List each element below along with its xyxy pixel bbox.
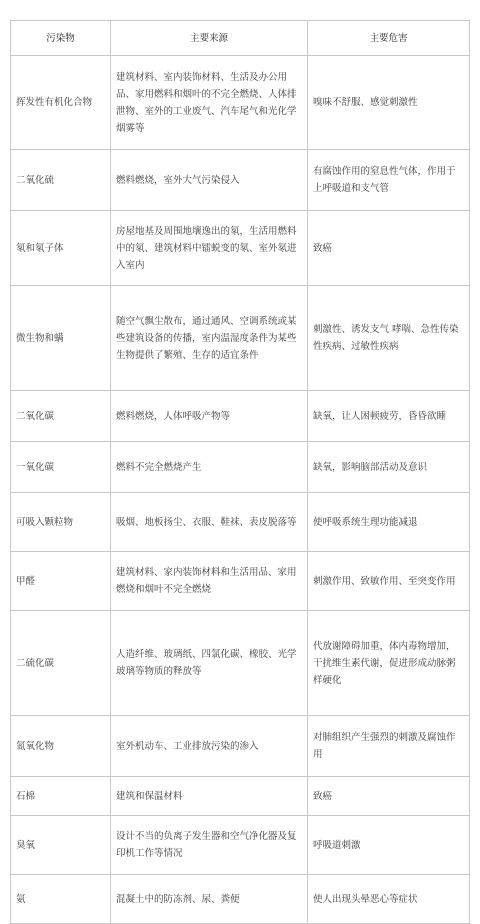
pollutant-cell: 臭氧 [11, 816, 111, 875]
harm-cell: 对肺组织产生强烈的刺激及腐蚀作用 [308, 716, 470, 777]
header-pollutant: 污染物 [11, 21, 111, 56]
table-row [11, 611, 470, 716]
header-harm: 主要危害 [308, 21, 470, 56]
table-row [11, 777, 470, 816]
table-row [11, 875, 470, 924]
source-cell: 燃料不完全燃烧产生 [111, 442, 308, 493]
harm-cell: 刺激性、诱发支气 哮喘、急性传染性疾病、过敏性疾病 [308, 286, 470, 391]
table-row [11, 56, 470, 150]
table-row [11, 816, 470, 875]
pollutant-cell: 氨 [11, 875, 111, 924]
pollutant-table [10, 20, 470, 924]
table-header-row [11, 21, 470, 56]
table-row [11, 552, 470, 611]
table-row [11, 211, 470, 286]
pollutant-cell: 石棉 [11, 777, 111, 816]
pollutant-cell: 二氧化碳 [11, 391, 111, 442]
harm-cell: 使呼吸系统生理功能减退 [308, 493, 470, 552]
harm-cell: 致癌 [308, 211, 470, 286]
source-cell: 人造纤维、玻璃纸、四氯化碳、橡胶、光学玻璃等物质的释放等 [111, 611, 308, 716]
harm-cell: 致癌 [308, 777, 470, 816]
pollutant-cell: 氮氧化物 [11, 716, 111, 777]
source-cell: 房屋地基及周围地壤逸出的氡，生活用燃料中的氡、建筑材料中镭蜕变的氡、室外氡进入室内 [111, 211, 308, 286]
pollutant-cell: 微生物和螨 [11, 286, 111, 391]
harm-cell: 有腐蚀作用的窒息性气体，作用于上呼吸道和支气管 [308, 150, 470, 211]
table-row [11, 286, 470, 391]
harm-cell: 嗅味不舒服、感觉刺激性 [308, 56, 470, 150]
source-cell: 建筑材料、家内装饰材料和生活用品、家用燃烧和烟叶不完全燃烧 [111, 552, 308, 611]
source-cell: 燃料燃烧，室外大气污染侵入 [111, 150, 308, 211]
pollutant-cell: 一氧化碳 [11, 442, 111, 493]
source-cell: 建筑和保温材料 [111, 777, 308, 816]
source-cell: 吸烟、地板扬尘、衣服、鞋袜、表皮脱落等 [111, 493, 308, 552]
table-row [11, 442, 470, 493]
table-row [11, 493, 470, 552]
table-row [11, 391, 470, 442]
harm-cell: 缺氧，让人困顿疲劳，昏昏欲睡 [308, 391, 470, 442]
table-row [11, 150, 470, 211]
pollutant-table-container [10, 20, 469, 924]
header-source: 主要来源 [111, 21, 308, 56]
pollutant-cell: 二硫化碳 [11, 611, 111, 716]
harm-cell: 刺激作用、致敏作用、至突变作用 [308, 552, 470, 611]
pollutant-cell: 可吸入颗粒物 [11, 493, 111, 552]
source-cell: 建筑材料、室内装饰材料、生活及办公用品、家用燃料和烟叶的不完全燃烧、人体排泄物、室外的工业废气、汽车尾气和光化学烟雾等 [111, 56, 308, 150]
pollutant-cell: 甲醛 [11, 552, 111, 611]
source-cell: 混凝土中的防冻剂、尿、粪便 [111, 875, 308, 924]
pollutant-cell: 二氧化硫 [11, 150, 111, 211]
source-cell: 设计不当的负离子发生器和空气净化器及复印机工作等情况 [111, 816, 308, 875]
table-row [11, 716, 470, 777]
pollutant-cell: 挥发性有机化合物 [11, 56, 111, 150]
pollutant-cell: 氡和氡子体 [11, 211, 111, 286]
source-cell: 燃料燃烧，人体呼吸产物等 [111, 391, 308, 442]
source-cell: 随空气飘尘散布，通过通风、空调系统或某些建筑设备的传播，室内温湿度条件为某些生物提供了繁殖、生存的适宜条件 [111, 286, 308, 391]
harm-cell: 使人出现头晕恶心等症状 [308, 875, 470, 924]
harm-cell: 缺氧，影响脑部活动及意识 [308, 442, 470, 493]
source-cell: 室外机动车、工业排放污染的渗入 [111, 716, 308, 777]
harm-cell: 代放谢障碍加重，体内毒物增加， 干扰维生素代谢，促进形成动脉粥样硬化 [308, 611, 470, 716]
harm-cell: 呼吸道刺激 [308, 816, 470, 875]
